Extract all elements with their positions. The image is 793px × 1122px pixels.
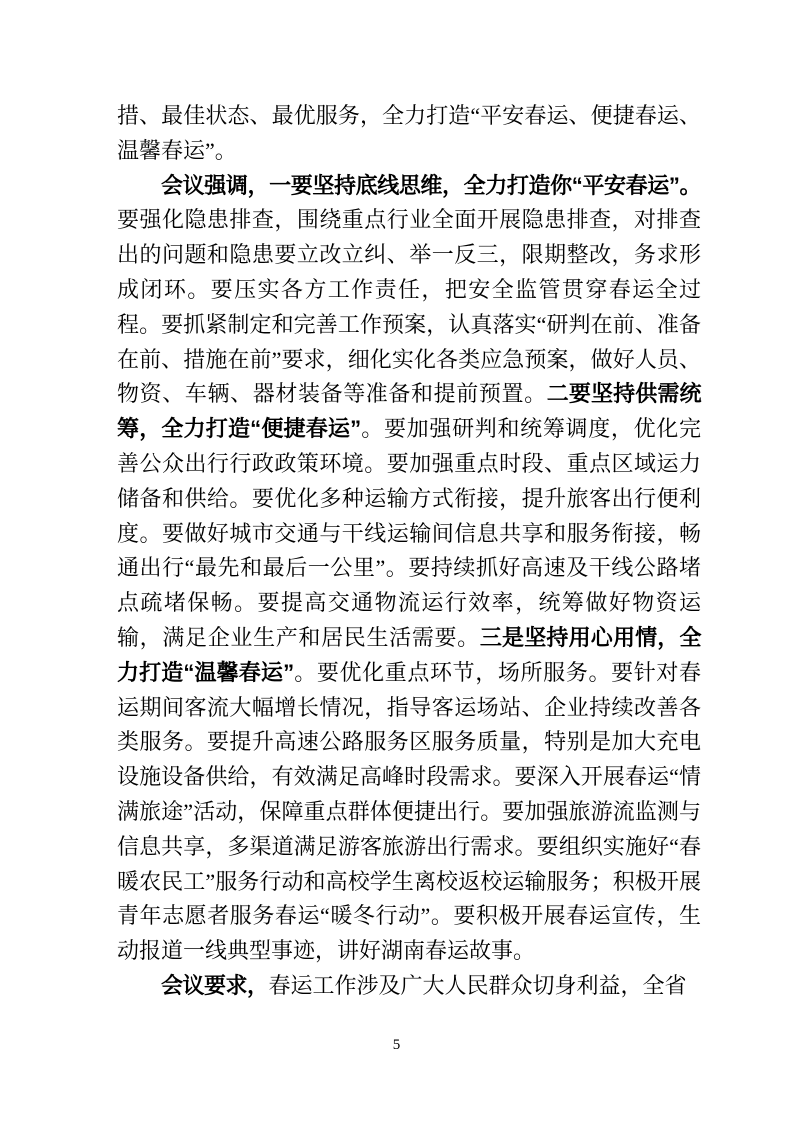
emphasis-text-run: 会议要求，	[161, 972, 269, 998]
paragraph	[117, 969, 701, 1004]
paragraph	[117, 169, 701, 969]
emphasis-text-run: 三是坚持用心用情，全力打造“温馨春运”	[117, 624, 701, 685]
body-text-run: 措、最佳状态、最优服务，全力打造“平安春运、便捷春运、温馨春运”。	[117, 103, 701, 163]
body-text-run: 。要优化重点环节，场所服务。要针对春运期间客流大幅增长情况，指导客运场站、企业持续改善各类服务。要提升高速公路服务区服务质量，特别是加大充电设施设备供给，有效满足高峰时段需求。要深入开展春运“情满旅途”活动，保障重点群体便捷出行。要加强旅游流监测与信息共享，多渠道满足游客旅游出行需求。要组织实施好“春暖农民工”服务行动和高校学生离校返校运输服务；积极开展青年志愿者服务春运“暖冬行动”。要积极开展春运宣传，生动报道一线典型事迹，讲好湖南春运故事。	[117, 659, 701, 964]
body-text-run: 要强化隐患排查，围绕重点行业全面开展隐患排查，对排查出的问题和隐患要立改立纠、举一反三，限期整改，务求形成闭环。要压实各方工作责任，把安全监管贯穿春运全过程。要抓紧制定和完善工作预案，认真落实“研判在前、准备在前、措施在前”要求，细化实化各类应急预案，做好人员、物资、车辆、器材装备等准备和提前预置。	[117, 207, 701, 407]
document-body	[117, 99, 701, 1004]
body-text-run: 。要加强研判和统筹调度，优化完善公众出行行政政策环境。要加强重点时段、重点区域运力储备和供给。要优化多种运输方式衔接，提升旅客出行便利度。要做好城市交通与干线运输间信息共享和服务衔接，畅通出行“最先和最后一公里”。要持续抓好高速及干线公路堵点疏堵保畅。要提高交通物流运行效率，统筹做好物资运输，满足企业生产和居民生活需要。	[117, 416, 701, 650]
paragraph	[117, 99, 701, 169]
emphasis-text-run: 会议强调，一要坚持底线思维，全力打造你“平安春运”。	[161, 172, 701, 198]
page-number: 5	[392, 1037, 401, 1053]
emphasis-text-run: 二要坚持供需统筹，全力打造“便捷春运”	[117, 381, 701, 442]
body-text-run: 春运工作涉及广大人民群众切身利益，全省	[268, 972, 687, 998]
